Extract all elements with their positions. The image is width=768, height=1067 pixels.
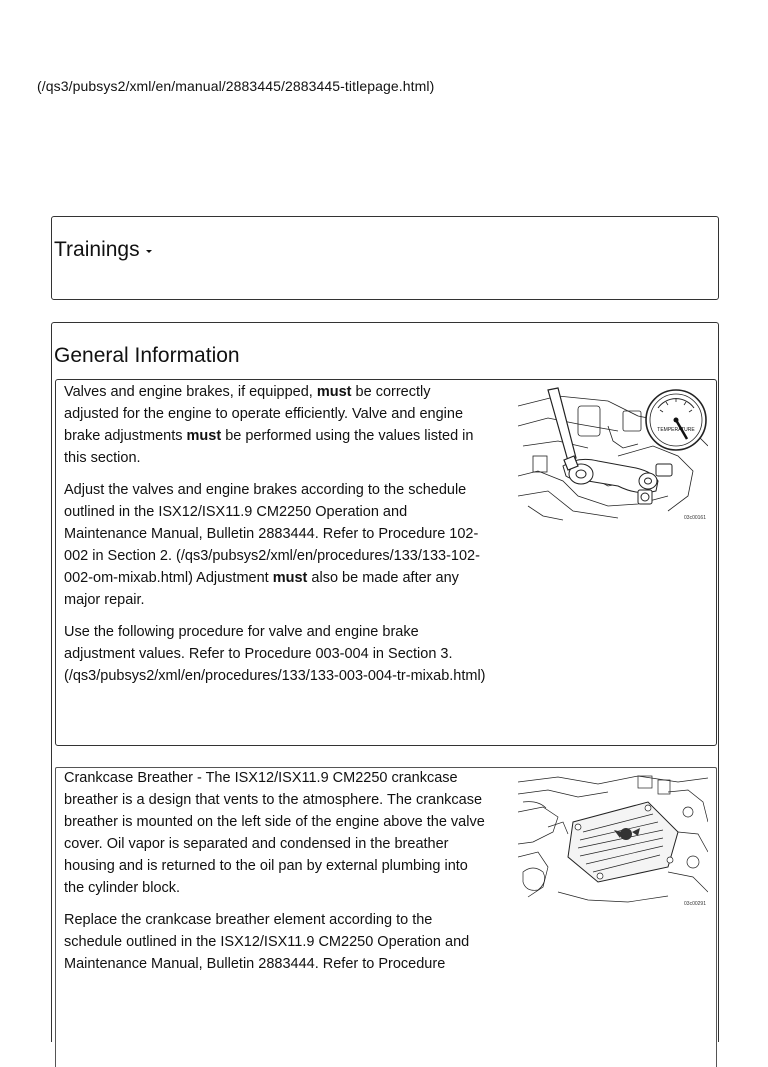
general-information-panel	[51, 322, 719, 1042]
figure-code-label-2: 03c00291	[684, 901, 706, 907]
trainings-title: Trainings	[54, 238, 140, 261]
valve-adjustment-illustration	[518, 386, 708, 522]
crankcase-breather-text	[64, 767, 489, 985]
breather-paragraph-2: Replace the crankcase breather element according to the schedule outlined in the ISX12/ISX11.9 CM2250 Operation and Maintenance Manual, Bulletin 2883444. Refer to Procedure	[64, 912, 470, 972]
caret-down-icon	[146, 250, 152, 253]
crankcase-breather-section	[55, 767, 717, 1067]
valve-adjustment-section	[55, 379, 717, 746]
figure-temperature-label: TEMPERATURE	[657, 427, 695, 433]
general-information-title: General Information	[54, 344, 240, 367]
valve-adjustment-text	[64, 381, 489, 697]
trainings-panel	[51, 216, 719, 300]
breather-paragraph-1: Crankcase Breather - The ISX12/ISX11.9 CM2250 crankcase breather is a design that vents to the atmosphere. The crankcase breather is mounted on the left side of the engine above the valve cover. Oil vapor is separated and condensed in the breather housing and is returned to the oil pan by external plumbing into the cylinder block.	[64, 770, 485, 896]
valve-paragraph-1: Valves and engine brakes, if equipped, must be correctly adjusted for the engine to operate efficiently. Valve and engine brake adjustments must be performed using the values listed in this section.	[64, 384, 474, 466]
valve-paragraph-2: Adjust the valves and engine brakes according to the schedule outlined in the ISX12/ISX11.9 CM2250 Operation and Maintenance Manual, Bulletin 2883444. Refer to Procedure 102-002 in Section 2. (/qs3/pubsys2/xml/en/procedures/133/133-102-002-om-mixab.html) Adjustment must also be made after any major repair.	[64, 482, 480, 608]
trainings-dropdown[interactable]	[54, 238, 152, 262]
valve-paragraph-3: Use the following procedure for valve and engine brake adjustment values. Refer to Procedure 003-004 in Section 3. (/qs3/pubsys2/xml/en/procedures/133/133-003-004-tr-mixab.html)	[64, 624, 486, 684]
title-page-link[interactable]: (/qs3/pubsys2/xml/en/manual/2883445/2883445-titlepage.html)	[37, 78, 435, 94]
figure-code-label: 03c00161	[684, 515, 706, 521]
crankcase-breather-illustration	[518, 772, 708, 908]
